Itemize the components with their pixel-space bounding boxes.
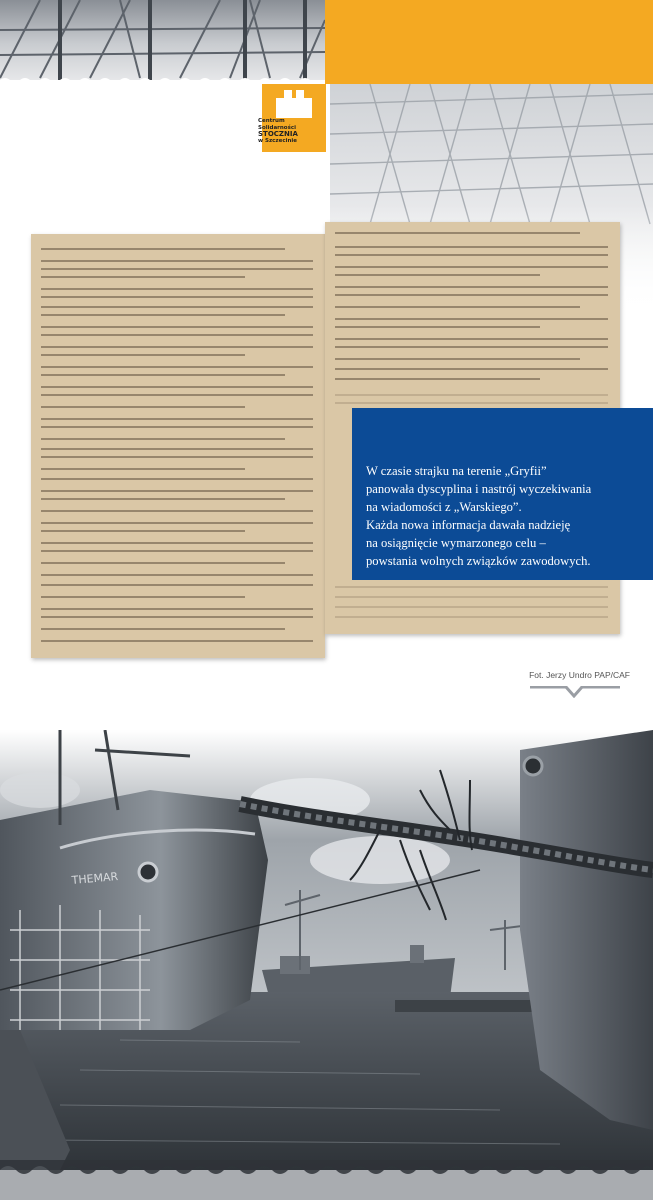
logo-line: Centrum xyxy=(258,118,285,124)
top-orange-band xyxy=(325,0,653,84)
quote-line: Każda nowa informacja dawała nadzieję xyxy=(366,518,571,532)
harbour-photo-graphic xyxy=(0,730,653,1170)
top-crane-photo xyxy=(0,0,325,80)
quote-text xyxy=(366,462,648,570)
logo-line: STOCZNIA xyxy=(258,130,298,138)
typed-document-left xyxy=(31,234,325,658)
bottom-wave-band xyxy=(0,1160,653,1200)
quote-line: powstania wolnych związków zawodowych. xyxy=(366,554,591,568)
svg-text:THEMAR: THEMAR xyxy=(71,869,119,887)
quote-line: na wiadomości z „Warskiego”. xyxy=(366,500,522,514)
harbour-photo xyxy=(0,730,653,1170)
photo-credit: Fot. Jerzy Undro PAP/CAF xyxy=(529,670,630,680)
quote-line: na osiągnięcie wymarzonego celu – xyxy=(366,536,546,550)
credit-chevron-icon xyxy=(530,686,620,698)
quote-line: W czasie strajku na terenie „Gryfii” xyxy=(366,464,547,478)
logo-line: w Szczecinie xyxy=(258,137,298,144)
crane-structure-graphic xyxy=(0,0,325,80)
quote-line: panowała dyscyplina i nastrój wyczekiwania xyxy=(366,482,592,496)
logo-line: Solidarności xyxy=(258,124,296,131)
logo-gate-icon xyxy=(262,84,326,120)
logo-wordmark xyxy=(258,118,326,144)
